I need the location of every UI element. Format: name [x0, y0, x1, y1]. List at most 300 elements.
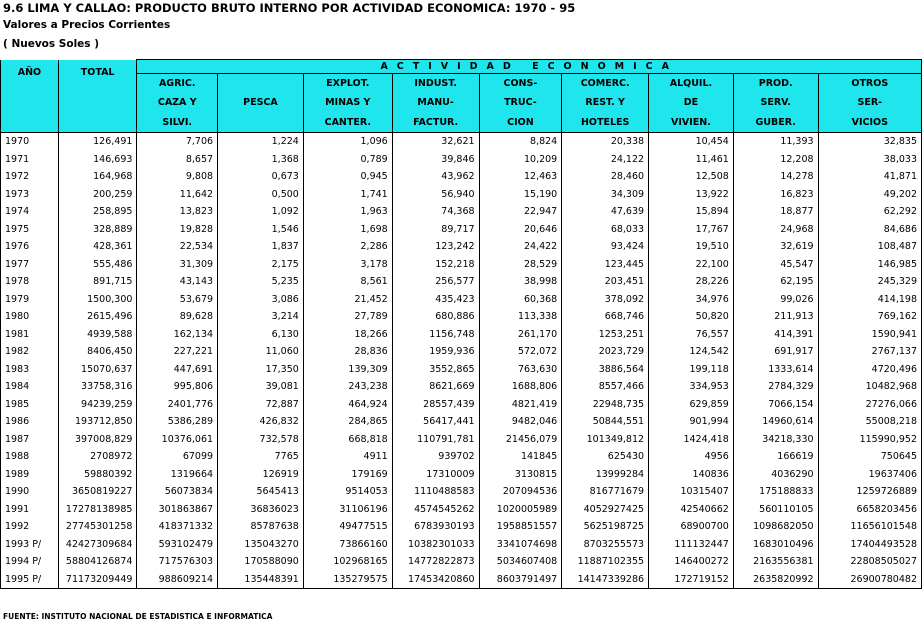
table-row: [1, 553, 922, 571]
year-cell: 1986: [1, 413, 59, 431]
value-cell: 1,963: [303, 203, 392, 221]
column-header-line: CION: [507, 116, 534, 128]
value-cell: 115990,952: [818, 431, 921, 449]
value-cell: 135448391: [218, 571, 304, 589]
value-cell: 3552,865: [392, 361, 479, 379]
value-cell: 414,391: [733, 326, 818, 344]
value-cell: 175188833: [733, 483, 818, 501]
value-cell: 1333,614: [733, 361, 818, 379]
value-cell: 6783930193: [392, 518, 479, 536]
value-cell: 74,368: [392, 203, 479, 221]
value-cell: 769,162: [818, 308, 921, 326]
value-cell: 4911: [303, 448, 392, 466]
year-cell: 1980: [1, 308, 59, 326]
column-header-line: ALQUIL.: [669, 78, 713, 89]
value-cell: 572,072: [479, 343, 562, 361]
value-cell: 207094536: [479, 483, 562, 501]
table-row: [1, 448, 922, 466]
year-cell: 1993 P/: [1, 536, 59, 554]
value-cell: 135043270: [218, 536, 304, 554]
value-cell: 1,096: [303, 133, 392, 151]
year-cell: 1970: [1, 133, 59, 151]
value-cell: 3,086: [218, 291, 304, 309]
value-cell: 763,630: [479, 361, 562, 379]
value-cell: 256,577: [392, 273, 479, 291]
value-cell: 3886,564: [562, 361, 649, 379]
value-cell: 8703255573: [562, 536, 649, 554]
value-cell: 28557,439: [392, 396, 479, 414]
year-cell: 1991: [1, 501, 59, 519]
year-cell: 1974: [1, 203, 59, 221]
column-header-line: CONS-: [503, 78, 538, 89]
value-cell: 199,118: [649, 361, 734, 379]
column-header: [479, 74, 562, 133]
value-cell: 2767,137: [818, 343, 921, 361]
value-cell: 38,998: [479, 273, 562, 291]
value-cell: 11,461: [649, 151, 734, 169]
column-header: [562, 74, 649, 133]
value-cell: 1319664: [137, 466, 218, 484]
value-cell: 62,195: [733, 273, 818, 291]
value-cell: 1098682050: [733, 518, 818, 536]
table-units: ( Nuevos Soles ): [3, 38, 100, 50]
total-cell: 2615,496: [58, 308, 137, 326]
value-cell: 41,871: [818, 168, 921, 186]
column-header-line: AGRIC.: [158, 78, 196, 89]
value-cell: 39,081: [218, 378, 304, 396]
value-cell: 72,887: [218, 396, 304, 414]
total-cell: 328,889: [58, 221, 137, 239]
total-cell: 17278138985: [58, 501, 137, 519]
table-row: [1, 203, 922, 221]
value-cell: 4720,496: [818, 361, 921, 379]
value-cell: 301863867: [137, 501, 218, 519]
value-cell: 166619: [733, 448, 818, 466]
column-header: [733, 74, 818, 133]
column-header-line: [218, 113, 303, 132]
value-cell: 2784,329: [733, 378, 818, 396]
value-cell: 17310009: [392, 466, 479, 484]
value-cell: 42540662: [649, 501, 734, 519]
value-cell: 464,924: [303, 396, 392, 414]
table-row: [1, 396, 922, 414]
value-cell: 101349,812: [562, 431, 649, 449]
value-cell: 20,646: [479, 221, 562, 239]
source-footnote: FUENTE: INSTITUTO NACIONAL DE ESTADISTICA E INFORMATICA: [3, 612, 273, 621]
value-cell: 27,789: [303, 308, 392, 326]
value-cell: 26900780482: [818, 571, 921, 589]
value-cell: 22,947: [479, 203, 562, 221]
value-cell: 1253,251: [562, 326, 649, 344]
value-cell: 7066,154: [733, 396, 818, 414]
value-cell: 73866160: [303, 536, 392, 554]
value-cell: 2401,776: [137, 396, 218, 414]
gdp-table: [0, 59, 922, 589]
value-cell: 20,338: [562, 133, 649, 151]
value-cell: 18,266: [303, 326, 392, 344]
value-cell: 3341074698: [479, 536, 562, 554]
value-cell: 170588090: [218, 553, 304, 571]
column-header: [649, 74, 734, 133]
value-cell: 4052927425: [562, 501, 649, 519]
value-cell: 50844,551: [562, 413, 649, 431]
value-cell: 1590,941: [818, 326, 921, 344]
value-cell: 113,338: [479, 308, 562, 326]
table-row: [1, 273, 922, 291]
table-row: [1, 343, 922, 361]
table-row: [1, 501, 922, 519]
value-cell: 110791,781: [392, 431, 479, 449]
value-cell: 7765: [218, 448, 304, 466]
value-cell: 162,134: [137, 326, 218, 344]
value-cell: 50,820: [649, 308, 734, 326]
total-cell: 94239,259: [58, 396, 137, 414]
total-cell: 164,968: [58, 168, 137, 186]
column-header: [392, 74, 479, 133]
value-cell: 172719152: [649, 571, 734, 589]
value-cell: 56073834: [137, 483, 218, 501]
column-header-line: CAZA Y: [157, 97, 197, 109]
value-cell: 22,534: [137, 238, 218, 256]
value-cell: 16,823: [733, 186, 818, 204]
table-row: [1, 536, 922, 554]
value-cell: 139,309: [303, 361, 392, 379]
year-cell: 1976: [1, 238, 59, 256]
total-cell: 1500,300: [58, 291, 137, 309]
value-cell: 21456,079: [479, 431, 562, 449]
value-cell: 261,170: [479, 326, 562, 344]
value-cell: 45,547: [733, 256, 818, 274]
total-cell: 58804126874: [58, 553, 137, 571]
year-cell: 1994 P/: [1, 553, 59, 571]
value-cell: 2635820992: [733, 571, 818, 589]
value-cell: 10315407: [649, 483, 734, 501]
value-cell: 2,175: [218, 256, 304, 274]
total-cell: 397008,829: [58, 431, 137, 449]
total-cell: 71173209449: [58, 571, 137, 589]
table-row: [1, 291, 922, 309]
column-header-line: PESCA: [243, 97, 278, 109]
value-cell: 12,508: [649, 168, 734, 186]
year-cell: 1985: [1, 396, 59, 414]
value-cell: 18,877: [733, 203, 818, 221]
year-cell: 1979: [1, 291, 59, 309]
value-cell: 3130815: [479, 466, 562, 484]
value-cell: 9,808: [137, 168, 218, 186]
value-cell: 17453420860: [392, 571, 479, 589]
column-header-line: SER-: [857, 97, 883, 109]
value-cell: 76,557: [649, 326, 734, 344]
value-cell: 47,639: [562, 203, 649, 221]
table-row: [1, 256, 922, 274]
value-cell: 56417,441: [392, 413, 479, 431]
value-cell: 901,994: [649, 413, 734, 431]
value-cell: 8557,466: [562, 378, 649, 396]
value-cell: 593102479: [137, 536, 218, 554]
value-cell: 24,422: [479, 238, 562, 256]
value-cell: 10,209: [479, 151, 562, 169]
table-subtitle: Valores a Precios Corrientes: [3, 19, 171, 31]
value-cell: 93,424: [562, 238, 649, 256]
year-cell: 1992: [1, 518, 59, 536]
table-title: 9.6 LIMA Y CALLAO: PRODUCTO BRUTO INTERNO POR ACTIVIDAD ECONOMICA: 1970 - 95: [3, 1, 576, 15]
value-cell: 334,953: [649, 378, 734, 396]
value-cell: 414,198: [818, 291, 921, 309]
value-cell: 17404493528: [818, 536, 921, 554]
value-cell: 1110488583: [392, 483, 479, 501]
value-cell: 418371332: [137, 518, 218, 536]
value-cell: 629,859: [649, 396, 734, 414]
value-cell: 8,657: [137, 151, 218, 169]
total-cell: 146,693: [58, 151, 137, 169]
total-cell: 8406,450: [58, 343, 137, 361]
value-cell: 13,922: [649, 186, 734, 204]
value-cell: 17,767: [649, 221, 734, 239]
value-cell: 1959,936: [392, 343, 479, 361]
value-cell: 32,621: [392, 133, 479, 151]
value-cell: 939702: [392, 448, 479, 466]
value-cell: 243,238: [303, 378, 392, 396]
column-header: [137, 74, 218, 133]
value-cell: 1683010496: [733, 536, 818, 554]
table-row: [1, 168, 922, 186]
value-cell: 227,221: [137, 343, 218, 361]
value-cell: 750645: [818, 448, 921, 466]
value-cell: 1156,748: [392, 326, 479, 344]
value-cell: 108,487: [818, 238, 921, 256]
value-cell: 22808505027: [818, 553, 921, 571]
value-cell: 28,529: [479, 256, 562, 274]
value-cell: 203,451: [562, 273, 649, 291]
table-row: [1, 151, 922, 169]
year-cell: 1987: [1, 431, 59, 449]
value-cell: 4036290: [733, 466, 818, 484]
value-cell: 284,865: [303, 413, 392, 431]
total-cell: 33758,316: [58, 378, 137, 396]
value-cell: 717576303: [137, 553, 218, 571]
value-cell: 1,698: [303, 221, 392, 239]
value-cell: 15,190: [479, 186, 562, 204]
total-cell: 555,486: [58, 256, 137, 274]
value-cell: 1259726889: [818, 483, 921, 501]
column-header-line: VIVIEN.: [671, 116, 711, 128]
table-row: [1, 413, 922, 431]
value-cell: 14147339286: [562, 571, 649, 589]
value-cell: 6,130: [218, 326, 304, 344]
table-row: [1, 238, 922, 256]
value-cell: 14,278: [733, 168, 818, 186]
value-cell: 625430: [562, 448, 649, 466]
value-cell: 0,500: [218, 186, 304, 204]
table-row: [1, 308, 922, 326]
value-cell: 85787638: [218, 518, 304, 536]
value-cell: 560110105: [733, 501, 818, 519]
value-cell: 11,642: [137, 186, 218, 204]
column-header-line: COMERC.: [580, 78, 630, 89]
value-cell: 1,092: [218, 203, 304, 221]
value-cell: 0,945: [303, 168, 392, 186]
value-cell: 0,673: [218, 168, 304, 186]
value-cell: 3,178: [303, 256, 392, 274]
column-header: [303, 74, 392, 133]
value-cell: 146400272: [649, 553, 734, 571]
value-cell: 24,968: [733, 221, 818, 239]
column-header-line: TRUC-: [504, 97, 537, 109]
value-cell: 1,837: [218, 238, 304, 256]
value-cell: 5034607408: [479, 553, 562, 571]
value-cell: 19637406: [818, 466, 921, 484]
table-row: [1, 571, 922, 589]
value-cell: 12,208: [733, 151, 818, 169]
column-header-line: SILVI.: [162, 116, 193, 128]
column-header-line: REST. Y: [585, 97, 625, 109]
value-cell: 13,823: [137, 203, 218, 221]
value-cell: 89,717: [392, 221, 479, 239]
value-cell: 7,706: [137, 133, 218, 151]
total-cell: 126,491: [58, 133, 137, 151]
value-cell: 32,619: [733, 238, 818, 256]
year-cell: 1973: [1, 186, 59, 204]
value-cell: 1958851557: [479, 518, 562, 536]
value-cell: 60,368: [479, 291, 562, 309]
value-cell: 10376,061: [137, 431, 218, 449]
value-cell: 22948,735: [562, 396, 649, 414]
value-cell: 38,033: [818, 151, 921, 169]
value-cell: 9514053: [303, 483, 392, 501]
value-cell: 28,226: [649, 273, 734, 291]
total-cell: 59880392: [58, 466, 137, 484]
total-cell: 4939,588: [58, 326, 137, 344]
value-cell: 28,460: [562, 168, 649, 186]
year-cell: 1990: [1, 483, 59, 501]
year-cell: 1972: [1, 168, 59, 186]
value-cell: 68,033: [562, 221, 649, 239]
value-cell: 2,286: [303, 238, 392, 256]
value-cell: 8,824: [479, 133, 562, 151]
value-cell: 22,100: [649, 256, 734, 274]
value-cell: 36836023: [218, 501, 304, 519]
year-cell: 1983: [1, 361, 59, 379]
value-cell: 4956: [649, 448, 734, 466]
column-header-line: DE: [683, 97, 699, 109]
total-cell: 891,715: [58, 273, 137, 291]
value-cell: 2023,729: [562, 343, 649, 361]
value-cell: 8603791497: [479, 571, 562, 589]
value-cell: 43,962: [392, 168, 479, 186]
column-header-line: OTROS: [851, 78, 889, 89]
column-header-line: EXPLOT.: [326, 78, 370, 89]
value-cell: 211,913: [733, 308, 818, 326]
value-cell: 10,454: [649, 133, 734, 151]
value-cell: 19,828: [137, 221, 218, 239]
column-header-line: CANTER.: [324, 116, 371, 128]
table-row: [1, 483, 922, 501]
value-cell: 9482,046: [479, 413, 562, 431]
value-cell: 668,818: [303, 431, 392, 449]
value-cell: 126919: [218, 466, 304, 484]
value-cell: 55008,218: [818, 413, 921, 431]
column-header-line: INDUST.: [414, 78, 457, 89]
column-header: [218, 74, 304, 133]
column-header-line: GUBER.: [755, 116, 796, 128]
year-cell: 1978: [1, 273, 59, 291]
value-cell: 4574545262: [392, 501, 479, 519]
value-cell: 124,542: [649, 343, 734, 361]
value-cell: 447,691: [137, 361, 218, 379]
value-cell: 135279575: [303, 571, 392, 589]
value-cell: 3,214: [218, 308, 304, 326]
table-row: [1, 361, 922, 379]
table-row: [1, 518, 922, 536]
year-cell: 1981: [1, 326, 59, 344]
total-header: TOTAL: [58, 60, 137, 133]
value-cell: 17,350: [218, 361, 304, 379]
year-cell: 1975: [1, 221, 59, 239]
value-cell: 10382301033: [392, 536, 479, 554]
year-cell: 1989: [1, 466, 59, 484]
value-cell: 1020005989: [479, 501, 562, 519]
value-cell: 49477515: [303, 518, 392, 536]
value-cell: 995,806: [137, 378, 218, 396]
total-cell: 27745301258: [58, 518, 137, 536]
value-cell: 68900700: [649, 518, 734, 536]
value-cell: 31106196: [303, 501, 392, 519]
year-cell: 1977: [1, 256, 59, 274]
total-cell: 200,259: [58, 186, 137, 204]
value-cell: 32,835: [818, 133, 921, 151]
value-cell: 1,741: [303, 186, 392, 204]
value-cell: 28,836: [303, 343, 392, 361]
value-cell: 13999284: [562, 466, 649, 484]
value-cell: 111132447: [649, 536, 734, 554]
table-row: [1, 133, 922, 151]
total-cell: 15070,637: [58, 361, 137, 379]
value-cell: 15,894: [649, 203, 734, 221]
value-cell: 67099: [137, 448, 218, 466]
value-cell: 89,628: [137, 308, 218, 326]
value-cell: 34,976: [649, 291, 734, 309]
value-cell: 62,292: [818, 203, 921, 221]
column-header-line: VICIOS: [851, 116, 888, 128]
value-cell: 0,789: [303, 151, 392, 169]
column-header: [818, 74, 921, 133]
value-cell: 102968165: [303, 553, 392, 571]
value-cell: 1,546: [218, 221, 304, 239]
value-cell: 378,092: [562, 291, 649, 309]
total-cell: 42427309684: [58, 536, 137, 554]
value-cell: 1688,806: [479, 378, 562, 396]
value-cell: 49,202: [818, 186, 921, 204]
value-cell: 11,060: [218, 343, 304, 361]
column-header-line: MANU-: [417, 97, 454, 109]
value-cell: 34218,330: [733, 431, 818, 449]
total-cell: 428,361: [58, 238, 137, 256]
value-cell: 5645413: [218, 483, 304, 501]
value-cell: 14772822873: [392, 553, 479, 571]
value-cell: 732,578: [218, 431, 304, 449]
value-cell: 24,122: [562, 151, 649, 169]
value-cell: 5,235: [218, 273, 304, 291]
value-cell: 43,143: [137, 273, 218, 291]
value-cell: 146,985: [818, 256, 921, 274]
value-cell: 12,463: [479, 168, 562, 186]
value-cell: 4821,419: [479, 396, 562, 414]
value-cell: 99,026: [733, 291, 818, 309]
value-cell: 10482,968: [818, 378, 921, 396]
value-cell: 27276,066: [818, 396, 921, 414]
column-header-line: HOTELES: [580, 116, 630, 128]
value-cell: 5625198725: [562, 518, 649, 536]
